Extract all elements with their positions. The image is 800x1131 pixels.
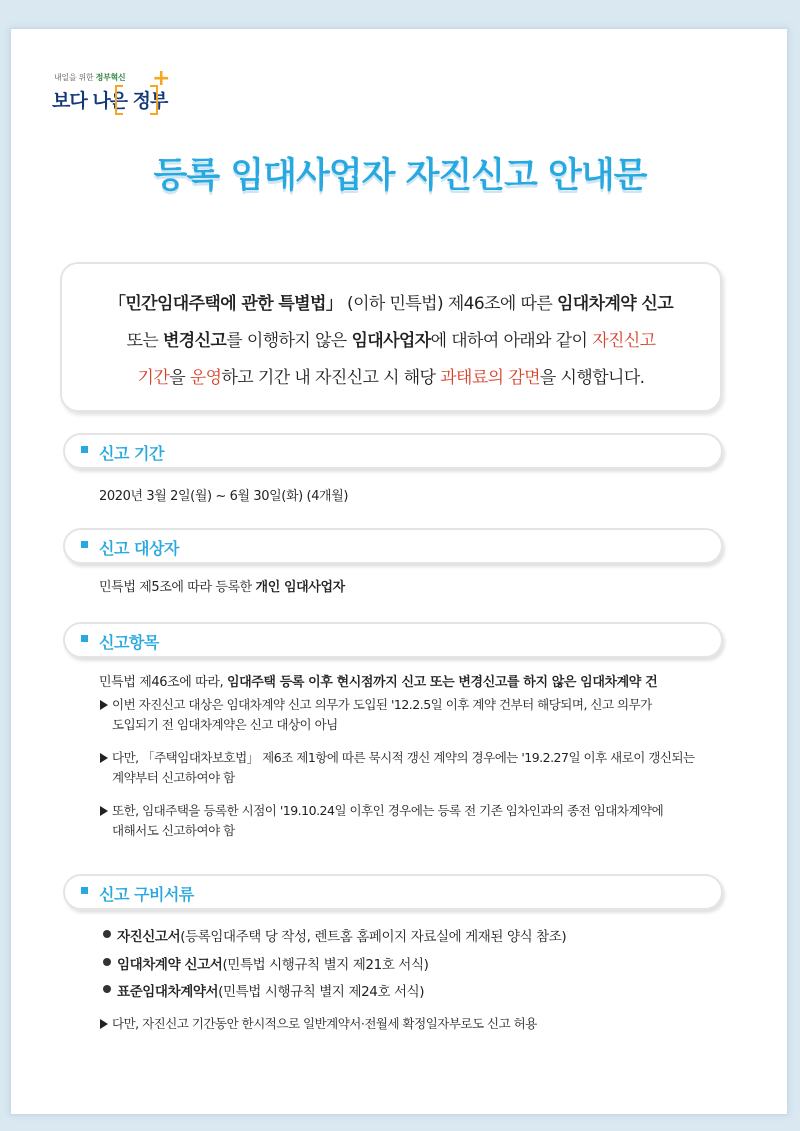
section-label: 신고 구비서류	[99, 885, 194, 904]
logo-tagline: 내일을 위한 정부혁신	[54, 73, 126, 82]
doc-list-item: 표준임대차계약서(민특법 시행규칙 별지 제24호 서식)	[103, 980, 424, 1000]
section-header-target	[63, 528, 723, 564]
docs-note: 다만, 자진신고 기간동안 한시적으로 일반계약서·전월세 확정일자부로도 신고 허용	[100, 1014, 720, 1034]
items-note: 다만, 「주택임대차보호법」 제6조 제1항에 따른 묵시적 갱신 계약의 경우에는 '19.2.27일 이후 새로이 갱신되는 계약부터 신고하여야 함	[100, 748, 720, 788]
document-title: 등록 임대사업자 자진신고 안내문	[153, 156, 647, 196]
circle-bullet-icon	[103, 958, 111, 966]
plus-icon: +	[152, 66, 171, 91]
section-header-period	[63, 433, 723, 469]
intro-box	[60, 262, 722, 412]
target-text: 민특법 제5조에 따라 등록한 개인 임대사업자	[99, 580, 345, 595]
circle-bullet-icon	[103, 930, 111, 938]
square-bullet-icon	[81, 446, 88, 453]
items-note: 이번 자진신고 대상은 임대차계약 신고 의무가 도입된 '12.2.5일 이후 계약 건부터 해당되며, 신고 의무가 도입되기 전 임대차계약은 신고 대상이 아님	[100, 695, 720, 735]
arrow-right-icon	[100, 1019, 108, 1029]
items-note: 또한, 임대주택을 등록한 시점이 '19.10.24일 이후인 경우에는 등록 전 기존 임차인과의 종전 임대차계약에 대해서도 신고하여야 함	[100, 801, 720, 841]
logo-name: 보다 나은 정부	[52, 90, 168, 112]
doc-list-item: 임대차계약 신고서(민특법 시행규칙 별지 제21호 서식)	[103, 953, 428, 973]
items-lead-text: 민특법 제46조에 따라, 임대주택 등록 이후 현시점까지 신고 또는 변경신고를 하지 않은 임대차계약 건	[99, 675, 658, 690]
arrow-right-icon	[100, 700, 108, 710]
circle-bullet-icon	[103, 985, 111, 993]
arrow-right-icon	[100, 806, 108, 816]
square-bullet-icon	[81, 887, 88, 894]
section-header-items	[63, 622, 723, 658]
period-text: 2020년 3월 2일(월) ~ 6월 30일(화) (4개월)	[99, 489, 349, 504]
doc-list-item: 자진신고서(등록임대주택 당 작성, 렌트홈 홈페이지 자료실에 게재된 양식 참조)	[103, 925, 566, 945]
government-logo	[52, 66, 172, 120]
section-label: 신고 대상자	[99, 539, 179, 558]
logo-bracket-left	[115, 85, 123, 115]
square-bullet-icon	[81, 541, 88, 548]
section-label: 신고 기간	[99, 444, 164, 463]
square-bullet-icon	[81, 635, 88, 642]
arrow-right-icon	[100, 753, 108, 763]
section-header-docs	[63, 874, 723, 910]
intro-text: 「민간임대주택에 관한 특별법」 (이하 민특법) 제46조에 따른 임대차계약 신고 또는 변경신고를 이행하지 않은 임대사업자에 대하여 아래와 같이 자진신고 기간을 운영하고 기간 내 자진신고 시 해당 과태료의 감면을 시행합니다.	[108, 294, 674, 388]
section-label: 신고항목	[99, 633, 159, 652]
